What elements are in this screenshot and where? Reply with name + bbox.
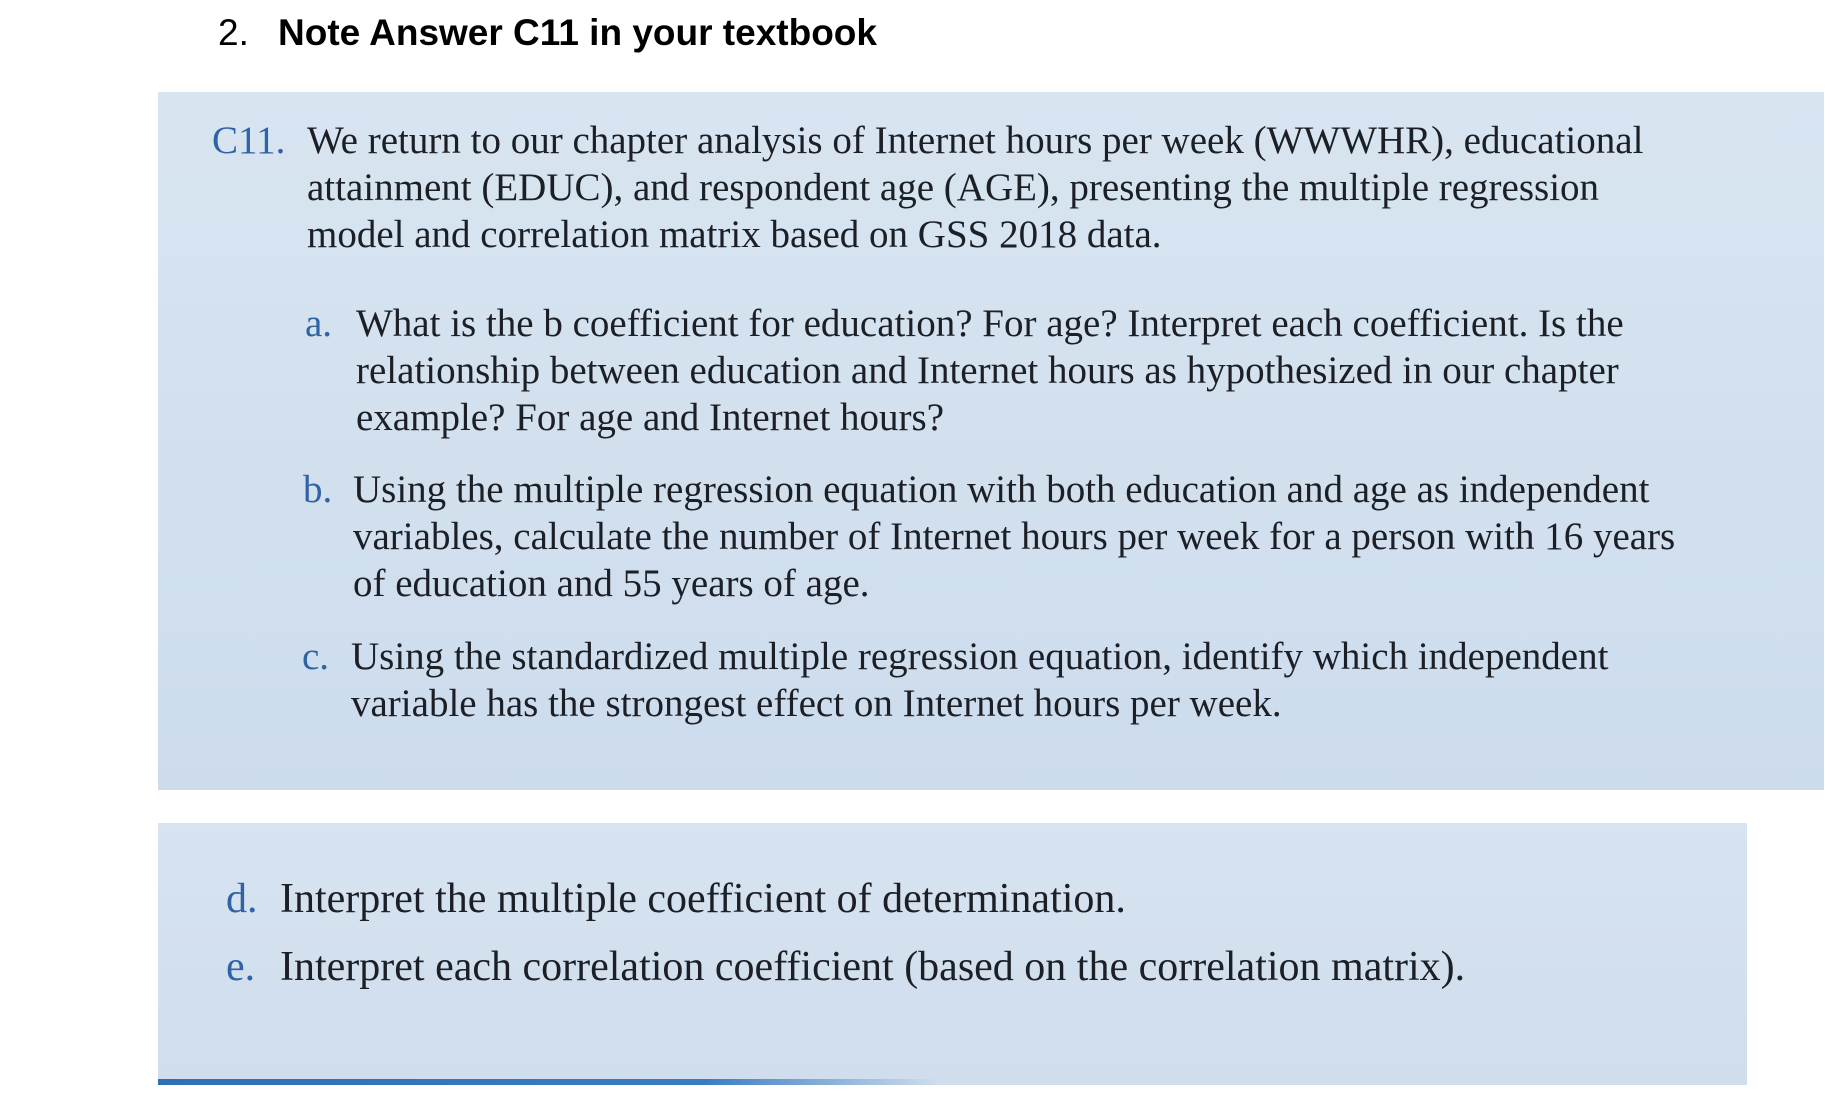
problem-line: attainment (EDUC), and respondent age (AGE), presenting the multiple regression	[307, 166, 1600, 209]
problem-line: We return to our chapter analysis of Internet hours per week (WWWHR), educational	[307, 119, 1644, 162]
part-a-text	[356, 300, 1624, 441]
part-a-line: example? For age and Internet hours?	[356, 396, 945, 439]
part-d-line: Interpret the multiple coefficient of determination.	[280, 876, 1126, 922]
problem-label: C11.	[212, 119, 286, 162]
part-c-text	[351, 633, 1608, 727]
problem-line: model and correlation matrix based on GSS 2018 data.	[307, 213, 1162, 256]
part-b-line: Using the multiple regression equation with both education and age as independent	[353, 468, 1650, 511]
part-c-line: variable has the strongest effect on Internet hours per week.	[351, 682, 1282, 725]
part-b-line: of education and 55 years of age.	[353, 562, 870, 605]
part-d-text	[280, 876, 1126, 923]
page-edge-stripe	[158, 1079, 938, 1085]
part-b-marker: b.	[303, 468, 333, 511]
question-title: Note Answer C11 in your textbook	[278, 12, 877, 53]
part-a-line: What is the b coefficient for education? For age? Interpret each coefficient. Is the	[356, 302, 1624, 345]
part-e-text	[280, 944, 1465, 991]
problem-statement	[307, 117, 1643, 258]
question-heading	[218, 12, 877, 54]
part-e-marker: e.	[226, 944, 256, 990]
part-e-line: Interpret each correlation coefficient (based on the correlation matrix).	[280, 944, 1466, 990]
question-number: 2.	[218, 12, 249, 53]
part-b-text	[353, 466, 1675, 607]
part-c-marker: c.	[302, 635, 330, 678]
part-c-line: Using the standardized multiple regression equation, identify which independent	[351, 635, 1609, 678]
part-a-line: relationship between education and Internet hours as hypothesized in our chapter	[356, 349, 1619, 392]
part-a-marker: a.	[305, 302, 333, 345]
part-b-line: variables, calculate the number of Internet hours per week for a person with 16 years	[353, 515, 1676, 558]
part-d-marker: d.	[226, 876, 258, 922]
